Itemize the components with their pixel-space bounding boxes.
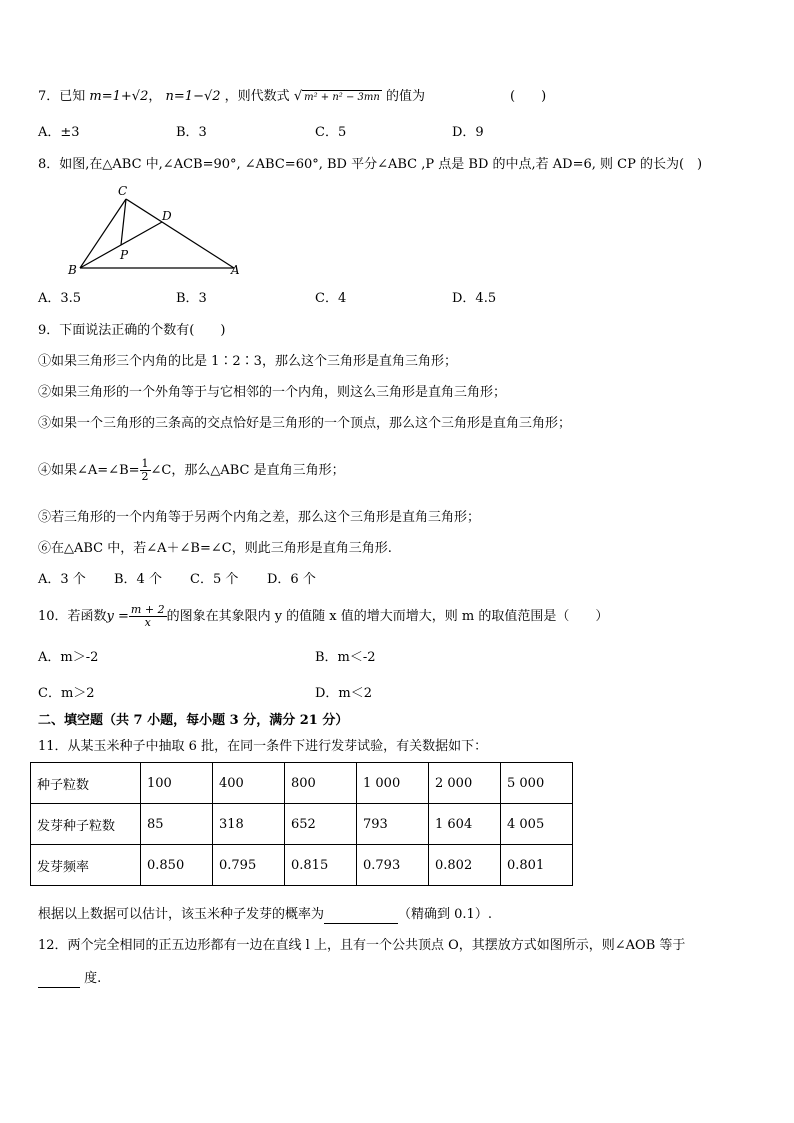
q9-s4-denominator: 2 <box>141 470 149 483</box>
table-cell: 793 <box>357 804 429 845</box>
table-cell: 0.795 <box>213 845 285 886</box>
q7-mid-text: ，则代数式 <box>224 89 290 104</box>
q7-separator: ， <box>148 89 162 104</box>
q9-statement-1: ①如果三角形三个内角的比是 1∶2∶3，那么这个三角形是直角三角形； <box>38 354 457 369</box>
q7-option-c[interactable]: C．5 <box>315 125 347 140</box>
q10-post: 的图象在其象限内 y 的值随 x 值的增大而增大，则 m 的取值范围是（ ） <box>166 609 609 624</box>
q7-suffix: 的值为 <box>385 89 425 104</box>
table-cell: 0.802 <box>429 845 501 886</box>
table-cell: 1 604 <box>429 804 501 845</box>
q10-pre: 10．若函数 <box>38 609 107 624</box>
q10-option-b[interactable]: B．m＜-2 <box>315 650 376 665</box>
q12-line-2 <box>38 970 101 988</box>
q7-option-a[interactable]: A．±3 <box>38 125 80 140</box>
table-cell: 318 <box>213 804 285 845</box>
table-cell: 4 005 <box>501 804 573 845</box>
table-cell: 种子粒数 <box>31 763 141 804</box>
q7-option-b[interactable]: B．3 <box>176 125 207 140</box>
q11-conclusion-pre: 根据以上数据可以估计，该玉米种子发芽的概率为 <box>38 907 325 922</box>
q7-n-definition: n=1−√2 <box>165 89 221 104</box>
table-row <box>31 763 573 804</box>
q8-triangle-figure <box>66 182 246 278</box>
sqrt-icon: √ <box>293 89 303 104</box>
q7-stem <box>38 88 425 106</box>
q8-option-c[interactable]: C．4 <box>315 291 347 306</box>
table-cell: 发芽种子粒数 <box>31 804 141 845</box>
q8-option-b[interactable]: B．3 <box>176 291 207 306</box>
q9-statement-3: ③如果一个三角形的三条高的交点恰好是三角形的一个顶点，那么这个三角形是直角三角形； <box>38 416 572 431</box>
table-row <box>31 845 573 886</box>
q9-option-a[interactable]: A．3 个 <box>38 572 86 587</box>
table-cell: 100 <box>141 763 213 804</box>
table-cell: 1 000 <box>357 763 429 804</box>
q8-stem: 8．如图,在△ABC 中,∠ACB=90°, ∠ABC=60°, BD 平分∠ABC ,P 点是 BD 的中点,若 AD=6, 则 CP 的长为( ) <box>38 157 703 172</box>
q10-option-a[interactable]: A．m＞-2 <box>38 650 99 665</box>
q9-s4-post: ∠C，那么△ABC 是直角三角形； <box>150 463 345 478</box>
q8-label-a: A <box>231 263 240 277</box>
q9-stem: 9．下面说法正确的个数有( ) <box>38 323 226 338</box>
table-cell: 0.815 <box>285 845 357 886</box>
q9-option-b[interactable]: B．4 个 <box>114 572 162 587</box>
table-cell: 652 <box>285 804 357 845</box>
q12-stem: 12．两个完全相同的正五边形都有一边在直线 l 上，且有一个公共顶点 O，其摆放方式如图所示，则∠AOB 等于 <box>38 938 686 953</box>
q9-option-d[interactable]: D．6 个 <box>267 572 316 587</box>
q8-label-b: B <box>68 263 77 277</box>
table-cell: 2 000 <box>429 763 501 804</box>
q11-conclusion-post: （精确到 0.1）. <box>398 907 492 922</box>
q9-s4-pre: ④如果∠A=∠B= <box>38 463 140 478</box>
q10-option-c[interactable]: C．m＞2 <box>38 686 95 701</box>
table-cell: 0.793 <box>357 845 429 886</box>
q10-stem <box>38 603 608 631</box>
q8-label-d: D <box>162 209 172 223</box>
q8-label-c: C <box>118 184 128 198</box>
q9-s4-fraction <box>140 458 151 483</box>
q9-statement-5: ⑤若三角形的一个内角等于另两个内角之差，那么这个三角形是直角三角形； <box>38 510 481 525</box>
q10-denominator: x <box>144 616 151 629</box>
q11-data-table <box>30 762 573 886</box>
table-cell: 800 <box>285 763 357 804</box>
q7-answer-paren: ( ) <box>510 89 547 104</box>
q10-fraction <box>129 604 167 629</box>
q9-statement-2: ②如果三角形的一个外角等于与它相邻的一个内角，则这么三角形是直角三角形； <box>38 385 507 400</box>
table-cell: 5 000 <box>501 763 573 804</box>
q7-option-d[interactable]: D．9 <box>452 125 484 140</box>
table-cell: 0.850 <box>141 845 213 886</box>
q10-option-d[interactable]: D．m＜2 <box>315 686 373 701</box>
q11-answer-blank[interactable] <box>324 909 398 924</box>
q7-radical: m² + n² − 3mn <box>304 92 380 103</box>
table-cell: 0.801 <box>501 845 573 886</box>
q8-option-d[interactable]: D．4.5 <box>452 291 497 306</box>
q10-numerator: m + 2 <box>130 603 165 616</box>
q12-line2-post: 度. <box>84 971 102 986</box>
q10-y-equals: y = <box>106 609 129 624</box>
q7-prefix: 7．已知 <box>38 89 86 104</box>
table-cell: 85 <box>141 804 213 845</box>
q11-conclusion <box>38 906 492 924</box>
q9-statement-4 <box>38 458 345 484</box>
q11-stem: 11．从某玉米种子中抽取 6 批，在同一条件下进行发芽试验，有关数据如下： <box>38 739 488 754</box>
table-row <box>31 804 573 845</box>
table-cell: 发芽频率 <box>31 845 141 886</box>
q9-s4-numerator: 1 <box>141 457 149 470</box>
q9-statement-6: ⑥在△ABC 中，若∠A＋∠B=∠C，则此三角形是直角三角形. <box>38 541 392 556</box>
q7-m-definition: m=1+√2 <box>89 89 149 104</box>
q8-label-p: P <box>120 248 129 262</box>
section-2-heading: 二、填空题（共 7 小题，每小题 3 分，满分 21 分） <box>38 713 349 728</box>
q9-option-c[interactable]: C．5 个 <box>190 572 239 587</box>
q12-answer-blank[interactable] <box>38 973 80 988</box>
table-cell: 400 <box>213 763 285 804</box>
q8-option-a[interactable]: A．3.5 <box>38 291 82 306</box>
